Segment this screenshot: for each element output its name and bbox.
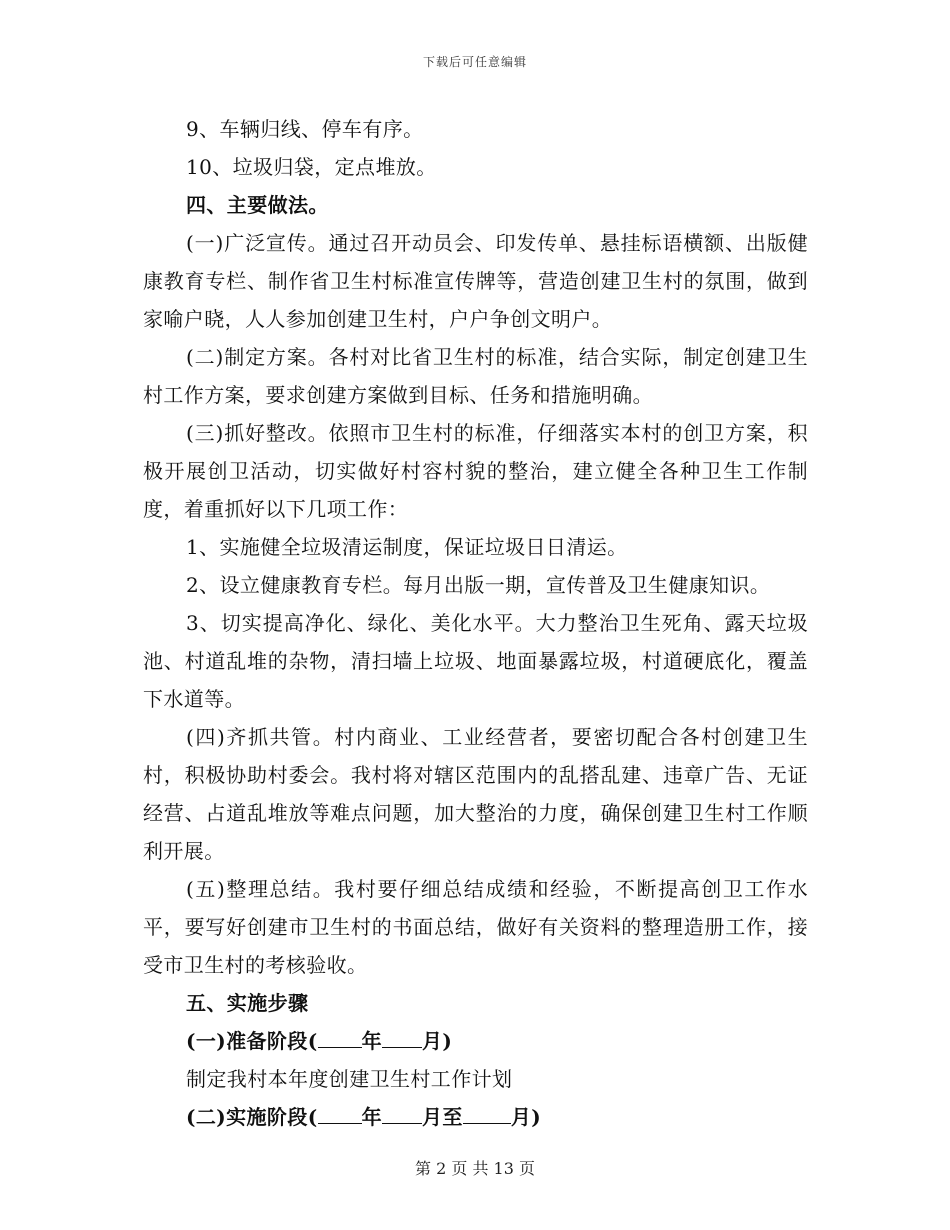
paragraph-rectification: (三)抓好整改。依照市卫生村的标准，仔细落实本村的创卫方案，积极开展创卫活动，切实做好村容村貌的整治，建立健全各种卫生工作制度，着重抓好以下几项工作： bbox=[143, 421, 808, 521]
stage-2-prefix: (二)实施阶段( bbox=[186, 1105, 318, 1129]
stage-2-year-label: 年 bbox=[361, 1105, 382, 1129]
stage-2-heading bbox=[143, 1098, 808, 1136]
stage-1-close: 月) bbox=[422, 1029, 453, 1053]
end-month-blank bbox=[463, 1101, 511, 1124]
sub-item-3: 3、切实提高净化、绿化、美化水平。大力整治卫生死角、露天垃圾池、村道乱堆的杂物，清扫墙上垃圾、地面暴露垃圾，村道硬底化，覆盖下水道等。 bbox=[143, 611, 808, 711]
sub-item-2: 2、设立健康教育专栏。每月出版一期，宣传普及卫生健康知识。 bbox=[186, 573, 771, 597]
stage-1-heading bbox=[143, 1022, 808, 1060]
page-header: 下载后可任意编辑 bbox=[422, 55, 527, 69]
sub-item-1: 1、实施健全垃圾清运制度，保证垃圾日日清运。 bbox=[186, 535, 628, 559]
section-heading-5: 五、实施步骤 bbox=[186, 991, 309, 1015]
year-blank bbox=[318, 1101, 362, 1124]
stage-2-close: 月) bbox=[510, 1105, 542, 1129]
stage-2-mid: 月至 bbox=[422, 1105, 463, 1129]
paragraph-summary: (五)整理总结。我村要仔细总结成绩和经验，不断提高创卫工作水平，要写好创建市卫生村的书面总结，做好有关资料的整理造册工作，接受市卫生村的考核验收。 bbox=[143, 877, 808, 977]
stage-1-prefix: (一)准备阶段( bbox=[186, 1029, 318, 1053]
month-blank bbox=[382, 1025, 422, 1048]
stage-1-description: 制定我村本年度创建卫生村工作计划 bbox=[186, 1067, 513, 1091]
month-blank bbox=[382, 1101, 422, 1124]
page-footer: 第 2 页 共 13 页 bbox=[415, 1159, 535, 1178]
document-body bbox=[143, 110, 808, 1136]
paragraph-joint-management: (四)齐抓共管。村内商业、工业经营者，要密切配合各村创建卫生村，积极协助村委会。我村将对辖区范围内的乱搭乱建、违章广告、无证经营、占道乱堆放等难点问题，加大整治的力度，确保创建卫生村工作顺利开展。 bbox=[143, 725, 808, 863]
year-blank bbox=[318, 1025, 362, 1048]
section-heading-4: 四、主要做法。 bbox=[186, 193, 329, 217]
list-item-9: 9、车辆归线、停车有序。 bbox=[186, 117, 424, 141]
paragraph-publicity: (一)广泛宣传。通过召开动员会、印发传单、悬挂标语横额、出版健康教育专栏、制作省卫生村标准宣传牌等，营造创建卫生村的氛围，做到家喻户晓，人人参加创建卫生村，户户争创文明户。 bbox=[143, 231, 808, 331]
paragraph-plan: (二)制定方案。各村对比省卫生村的标准，结合实际，制定创建卫生村工作方案，要求创建方案做到目标、任务和措施明确。 bbox=[143, 345, 808, 407]
stage-1-year-label: 年 bbox=[361, 1029, 382, 1053]
list-item-10: 10、垃圾归袋，定点堆放。 bbox=[186, 155, 437, 179]
